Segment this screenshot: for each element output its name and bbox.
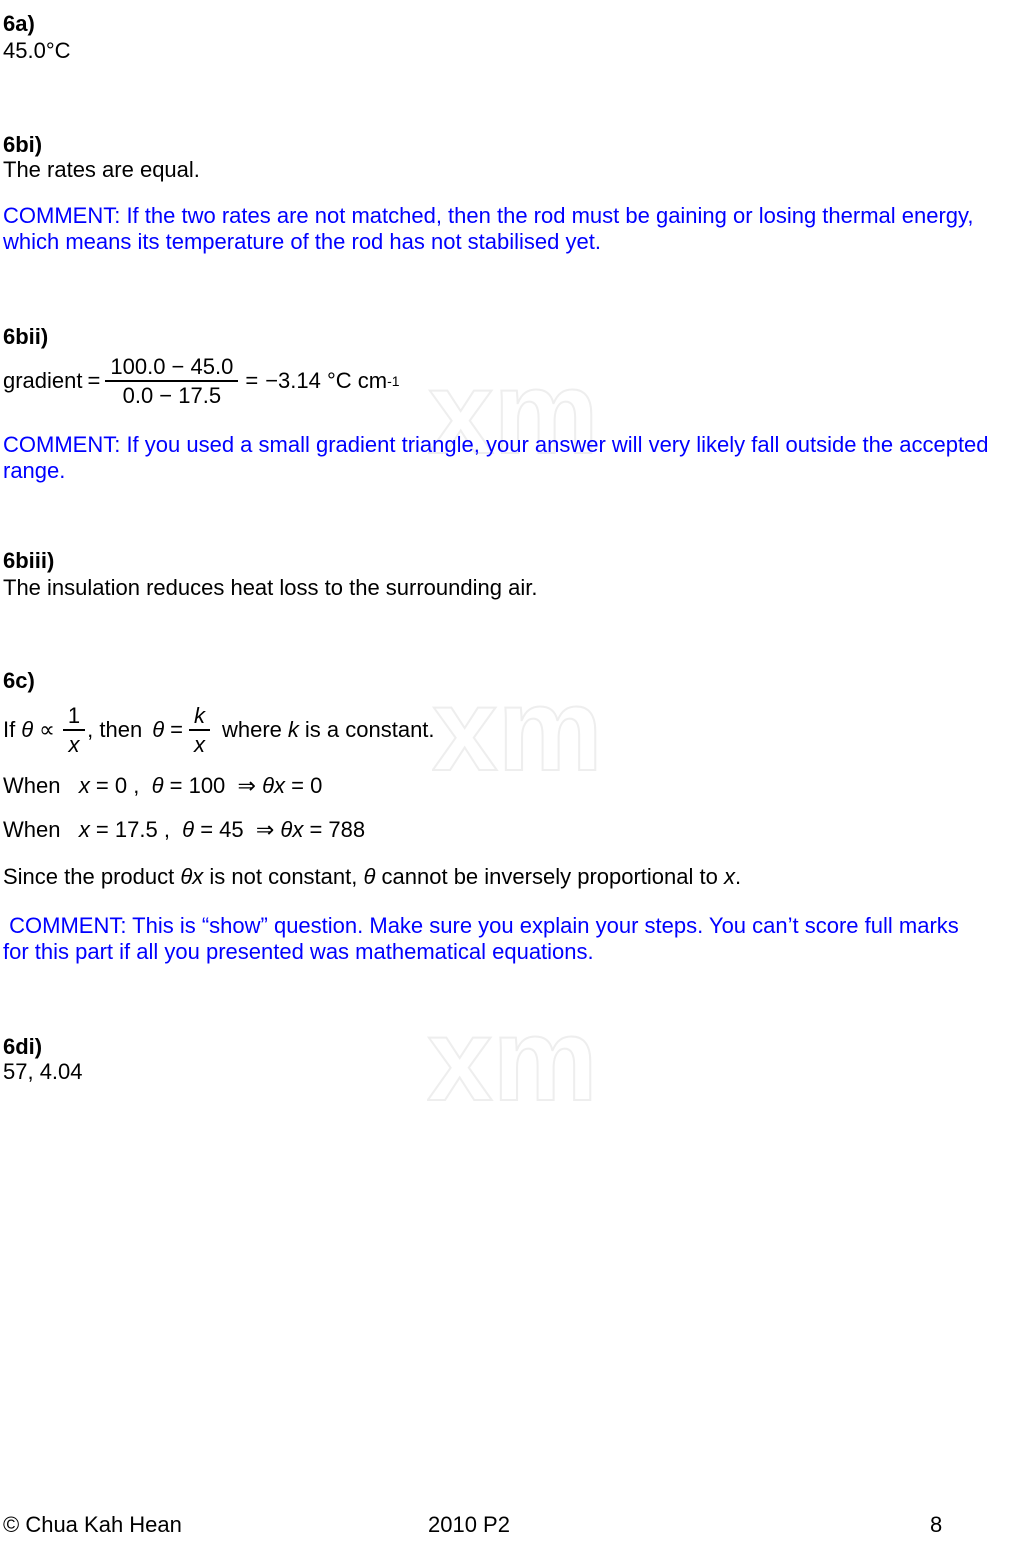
answer-6di: 57, 4.04 [3, 1059, 83, 1084]
theta-symbol: θ [363, 864, 376, 889]
footer-page-number: 8 [930, 1512, 943, 1537]
k-symbol: k [287, 717, 299, 742]
text: When [3, 773, 79, 798]
comment-6bi-line1: COMMENT: If the two rates are not matched, then the rod must be gaining or losing thermal energy, [3, 203, 974, 228]
heading-6di: 6di) [3, 1034, 43, 1059]
svg-text:xm: xm [427, 1025, 597, 1120]
heading-6c: 6c) [3, 668, 35, 693]
text: When [3, 817, 79, 842]
heading-6bi: 6bi) [3, 132, 43, 157]
text: = 45 [194, 817, 256, 842]
when-x-17p5-line [3, 817, 365, 843]
fraction-denominator: x [63, 729, 85, 757]
equals-sign: = [170, 717, 183, 742]
xm-watermark [432, 695, 602, 796]
x-symbol: x [723, 864, 735, 889]
conclusion-line [3, 864, 741, 890]
svg-text:xm: xm [432, 695, 602, 790]
heading-6bii: 6bii) [3, 324, 49, 349]
implies-arrow: ⇒ [255, 817, 281, 842]
when-x-0-line [3, 773, 322, 799]
text: Since the product [3, 864, 181, 889]
eq-result-exponent: -1 [387, 373, 400, 389]
eq-text: If [3, 717, 16, 742]
gradient-equation [3, 352, 400, 410]
eq-text: where [221, 717, 282, 742]
comment-6c-line2: for this part if all you presented was mathematical equations. [3, 939, 594, 964]
eq-lhs: gradient [3, 368, 83, 393]
xm-watermark [427, 1025, 597, 1126]
fraction-numerator: 1 [67, 703, 81, 728]
proportionality-equation [3, 700, 435, 760]
k-over-x-fraction [189, 703, 210, 757]
implies-arrow: ⇒ [237, 773, 263, 798]
svg-text:xm: xm [428, 378, 598, 473]
comment-6c-line1: COMMENT: This is “show” question. Make sure you explain your steps. You can’t score full marks [3, 913, 959, 938]
theta-symbol: θ [152, 717, 165, 742]
x-symbol: x [78, 817, 90, 842]
footer-copyright: © Chua Kah Hean [3, 1512, 182, 1537]
theta-x-symbol: θx [180, 864, 204, 889]
proportional-to-symbol: ∝ [39, 717, 55, 742]
text: is not constant, [203, 864, 364, 889]
text: = 0 [285, 773, 323, 798]
heading-6biii: 6biii) [3, 548, 55, 573]
comment-6c [3, 913, 1015, 965]
comment-6bii-line1: COMMENT: If you used a small gradient triangle, your answer will very likely fall outside the accepted [3, 432, 989, 457]
answer-6biii: The insulation reduces heat loss to the surrounding air. [3, 575, 538, 600]
fraction-denominator: x [189, 729, 210, 757]
eq-equals-sign: = [87, 368, 101, 393]
comment-6bi [3, 203, 1015, 255]
answer-6bi: The rates are equal. [3, 157, 200, 182]
heading-6a: 6a) [3, 11, 35, 36]
text: = 0 , [89, 773, 152, 798]
eq-result: −3.14 °C cm [265, 368, 388, 393]
eq-equals-sign: = [245, 368, 259, 393]
theta-symbol: θ [182, 817, 195, 842]
comment-6bii [3, 432, 1015, 484]
fraction-numerator: k [193, 703, 205, 728]
comment-6bii-line2: range. [3, 458, 66, 483]
theta-x-symbol: θx [280, 817, 304, 842]
gradient-fraction [105, 354, 238, 408]
text: = 788 [303, 817, 366, 842]
xm-watermark-logo [427, 1025, 597, 1120]
eq-text: , then [87, 717, 143, 742]
xm-watermark-logo [432, 695, 602, 790]
fraction-numerator: 100.0 − 45.0 [110, 354, 234, 379]
x-symbol: x [78, 773, 90, 798]
theta-x-symbol: θx [262, 773, 286, 798]
one-over-x-fraction [63, 703, 85, 757]
text: = 17.5 , [89, 817, 183, 842]
comment-6bi-line2: which means its temperature of the rod has not stabilised yet. [3, 229, 601, 254]
fraction-denominator: 0.0 − 17.5 [105, 380, 238, 408]
text: . [734, 864, 742, 889]
footer-paper-label: 2010 P2 [428, 1512, 510, 1537]
text: = 100 [163, 773, 238, 798]
eq-text: is a constant. [304, 717, 435, 742]
theta-symbol: θ [151, 773, 164, 798]
answer-6a: 45.0°C [3, 38, 71, 63]
text: cannot be inversely proportional to [375, 864, 724, 889]
theta-symbol: θ [21, 717, 34, 742]
